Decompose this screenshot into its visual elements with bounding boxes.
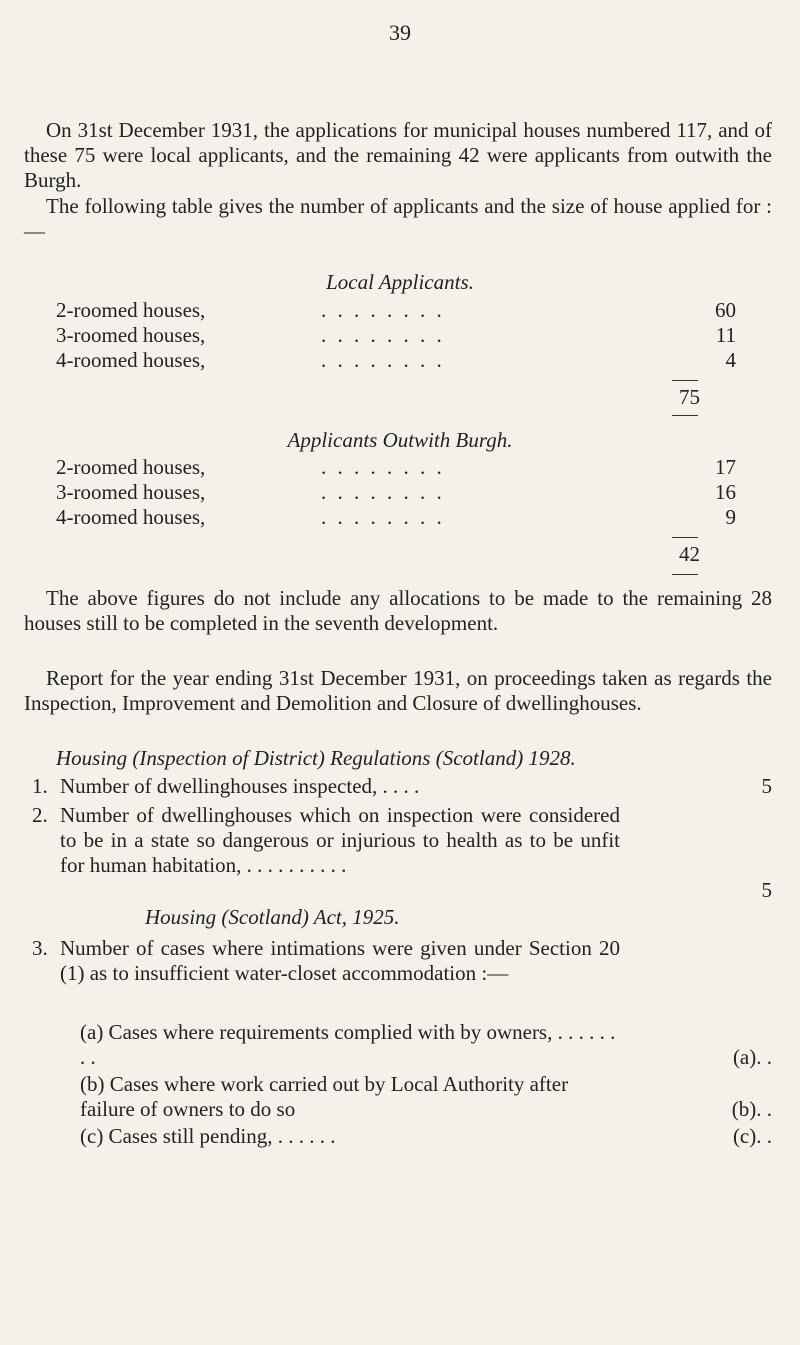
item-water-closet: [32, 936, 772, 1016]
item-text: Number of dwellinghouses which on inspection were considered to be in a state so dangerous or injurious to health as to be unfit for human habitation, . . . . . . . . . .: [60, 803, 620, 877]
item-text: Number of cases where intimations were given under Section 20 (1) as to insufficient water-closet accommodation :—: [60, 936, 620, 985]
paragraph-applications: On 31st December 1931, the applications for municipal houses numbered 117, and of these 75 were local applicants, and the remaining 42 were applicants from outwith the Burgh.: [24, 118, 772, 192]
row-label: 2-roomed houses,: [56, 298, 206, 322]
item-number: 3.: [32, 936, 48, 960]
row-label: 2-roomed houses,: [56, 455, 206, 479]
paragraph-table-intro: The following table gives the number of applicants and the size of house applied for :—: [24, 194, 772, 243]
item-number: 2.: [32, 803, 48, 827]
item-value: 5: [761, 774, 772, 798]
leader-dots: . . . . . . . .: [321, 455, 445, 479]
row-value: 16: [715, 480, 736, 504]
sum-rule: [672, 574, 698, 575]
outwith-row: [56, 480, 736, 505]
sum-rule: [672, 380, 698, 381]
heading-local-applicants: Local Applicants.: [326, 270, 474, 294]
paragraph-allocations: The above figures do not include any allocations to be made to the remaining 28 houses still to be completed in the seventh development.: [24, 586, 772, 635]
outwith-row: [56, 455, 736, 480]
local-total: 75: [679, 385, 700, 409]
sub-item-value: (b). .: [731, 1097, 772, 1121]
sub-item-value: (c). .: [732, 1124, 772, 1148]
row-label: 4-roomed houses,: [56, 348, 206, 372]
row-value: 17: [715, 455, 736, 479]
sub-item-b: [80, 1072, 772, 1122]
sub-item-c: [80, 1124, 772, 1149]
row-label: 3-roomed houses,: [56, 480, 206, 504]
outwith-row: [56, 505, 736, 530]
leader-dots: . . . . . . . .: [321, 505, 445, 529]
heading-regulations-1928: Housing (Inspection of District) Regulations (Scotland) 1928.: [56, 746, 576, 770]
row-value: 11: [715, 323, 736, 347]
page-number: 39: [389, 20, 411, 45]
item-inspected: [32, 774, 772, 799]
leader-dots: . . . . . . . .: [321, 480, 445, 504]
paragraph-report: Report for the year ending 31st December 1931, on proceedings taken as regards the Inspection, Improvement and Demolition and Closure of dwellinghouses.: [24, 666, 772, 715]
leader-dots: . . . . . . . .: [321, 348, 445, 372]
leader-dots: . . . . . . . .: [321, 298, 445, 322]
item-unfit: [32, 803, 772, 903]
row-label: 4-roomed houses,: [56, 505, 206, 529]
local-row: [56, 348, 736, 373]
heading-outwith-applicants: Applicants Outwith Burgh.: [287, 428, 513, 452]
sub-item-a: [80, 1020, 772, 1070]
item-text: Number of dwellinghouses inspected, . . . .: [60, 774, 420, 798]
row-value: 9: [725, 505, 736, 529]
local-row: [56, 323, 736, 348]
local-row: [56, 298, 736, 323]
outwith-total: 42: [679, 542, 700, 566]
leader-dots: . . . . . . . .: [321, 323, 445, 347]
sub-item-value: (a). .: [732, 1045, 772, 1069]
row-label: 3-roomed houses,: [56, 323, 206, 347]
sub-item-text: (b) Cases where work carried out by Local Authority after failure of owners to do so: [80, 1072, 569, 1121]
item-number: 1.: [32, 774, 48, 798]
row-value: 4: [725, 348, 736, 372]
row-value: 60: [715, 298, 736, 322]
sub-item-text: (c) Cases still pending, . . . . . .: [80, 1124, 336, 1148]
sum-rule: [672, 415, 698, 416]
item-value: 5: [761, 878, 772, 902]
sum-rule: [672, 537, 698, 538]
sub-item-text: (a) Cases where requirements complied with by owners, . . . . . . . .: [80, 1020, 616, 1069]
heading-act-1925: Housing (Scotland) Act, 1925.: [145, 905, 400, 929]
